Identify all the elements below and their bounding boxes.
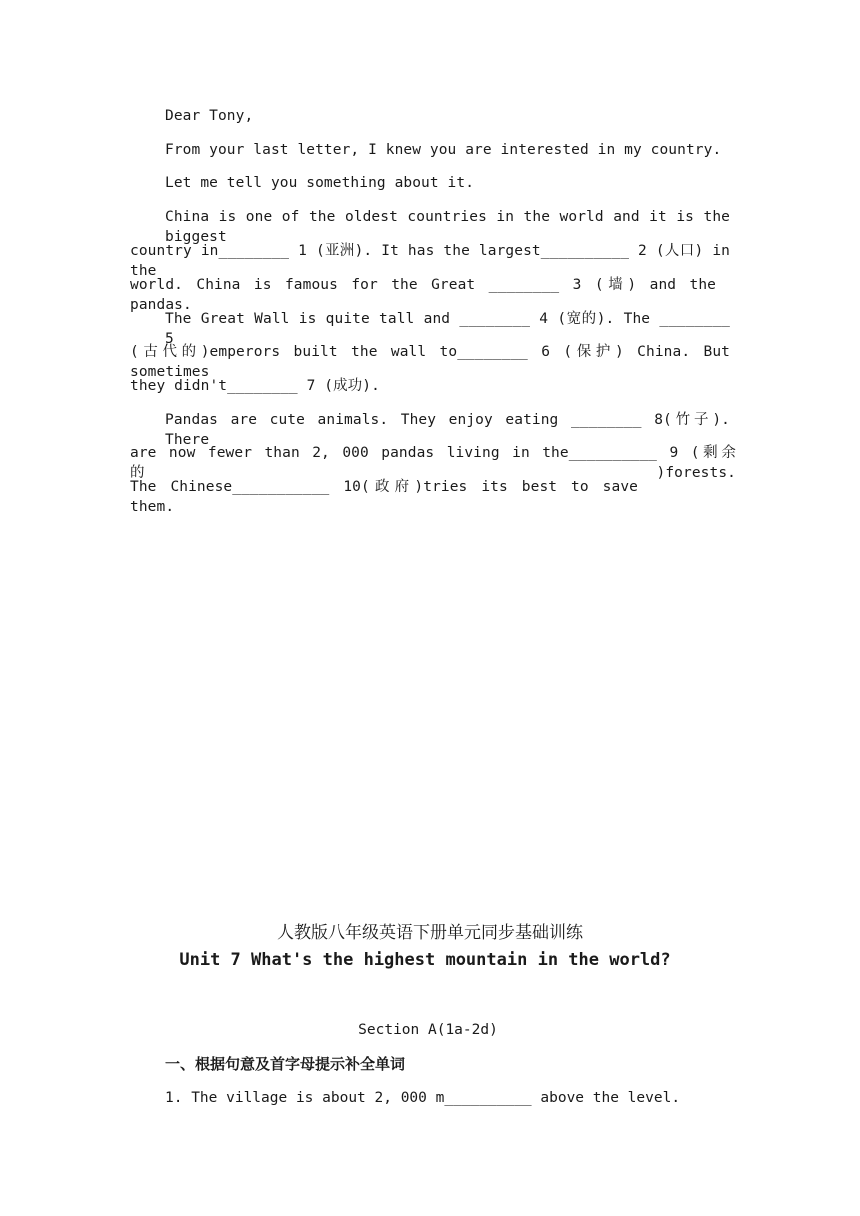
letter-line: The Chinese___________ 10(政府)tries its best to save them. [130, 479, 638, 515]
letter-line: The Great Wall is quite tall and ________ 4 (宽的). The ________ 5 [165, 311, 730, 347]
page-title-chinese: 人教版八年级英语下册单元同步基础训练 [277, 923, 583, 943]
exercise-heading: 一、根据句意及首字母提示补全单词 [165, 1055, 406, 1073]
letter-greeting: Dear Tony, [165, 108, 254, 124]
letter-line: From your last letter, I knew you are interested in my country. [165, 142, 722, 158]
section-label: Section A(1a-2d) [358, 1022, 498, 1038]
exercise-question: 1. The village is about 2, 000 m__________ above the level. [165, 1090, 681, 1106]
letter-line: (古代的)emperors built the wall to________ 6 (保护) China. But sometimes [130, 344, 730, 380]
letter-line: Pandas are cute animals. They enjoy eating ________ 8(竹子). There [165, 412, 730, 448]
letter-line: country in________ 1 (亚洲). It has the largest__________ 2 (人口) in the [130, 243, 730, 279]
letter-line: world. China is famous for the Great ________ 3 (墙) and the pandas. [130, 277, 716, 313]
letter-line: Let me tell you something about it. [165, 175, 475, 191]
letter-line: they didn't________ 7 (成功). [130, 378, 380, 394]
page-title-english: Unit 7 What's the highest mountain in the world? [179, 950, 671, 970]
letter-line: China is one of the oldest countries in the world and it is the biggest [165, 209, 730, 245]
letter-line: are now fewer than 2, 000 pandas living in the__________ 9 (剩余的)forests. [130, 445, 736, 481]
